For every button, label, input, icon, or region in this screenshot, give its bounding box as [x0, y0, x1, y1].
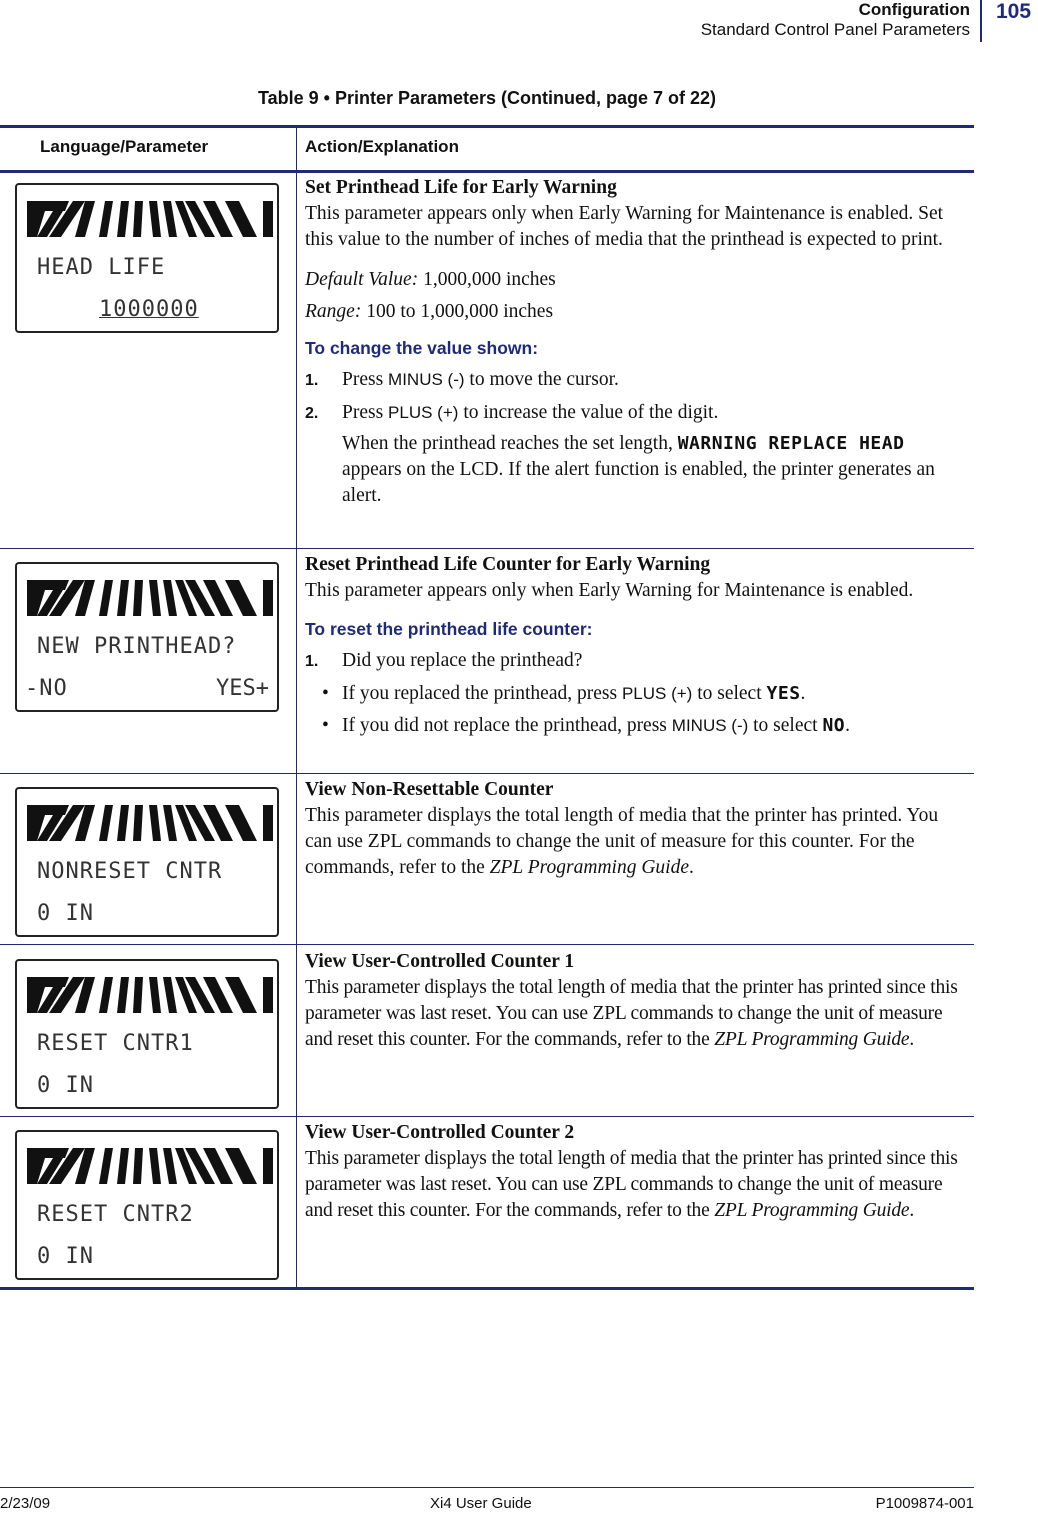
plus-button-label: PLUS (+)	[621, 684, 693, 703]
punctuation: .	[689, 857, 694, 878]
header-section: Configuration	[858, 0, 970, 19]
punctuation: .	[800, 683, 806, 704]
column-divider	[296, 126, 297, 1288]
row-reset-printhead-life	[305, 552, 965, 739]
minus-button-label: MINUS (-)	[671, 716, 749, 735]
range-label: Range:	[305, 301, 362, 322]
bullet-mark: •	[322, 715, 329, 736]
step-text: to increase the value of the digit.	[458, 402, 719, 423]
row-user-counter-1	[305, 949, 965, 1053]
table-top-rule	[0, 125, 974, 128]
default-value: 1,000,000 inches	[418, 269, 556, 290]
column-header-action: Action/Explanation	[305, 137, 459, 156]
parameter-description: This parameter displays the total length of media that the printer has printed. You can use ZPL commands to change the unit of measure for this counter. For the commands, refer to the	[305, 805, 939, 878]
range-value: 100 to 1,000,000 inches	[361, 301, 554, 322]
lcd-display-nonreset-counter	[15, 787, 279, 937]
bullet-mark: •	[322, 683, 329, 704]
punctuation: .	[845, 715, 851, 736]
step-number: 2.	[305, 405, 319, 422]
parameter-description: This parameter displays the total length of media that the printer has printed since this parameter was last reset. You can use ZPL commands to change the unit of measure and reset this counter. For the commands, refer to the	[305, 977, 958, 1050]
row-user-counter-2	[305, 1120, 965, 1224]
zebra-logo-icon	[27, 576, 277, 620]
step-text: Did you replace the printhead?	[342, 650, 583, 671]
step-text: Press	[342, 369, 389, 390]
column-header-parameter: Language/Parameter	[40, 137, 209, 156]
punctuation: .	[909, 1200, 915, 1221]
note-text: When the printhead reaches the set length,	[342, 433, 678, 454]
table-header-rule	[0, 170, 974, 173]
step-number: 1.	[305, 653, 319, 670]
row-nonresettable-counter	[305, 777, 965, 881]
lcd-yes: YES	[766, 683, 801, 704]
parameter-title: Set Printhead Life for Early Warning	[305, 177, 617, 198]
default-label: Default Value:	[305, 269, 419, 290]
header-divider	[980, 0, 982, 42]
lcd-line-1: NEW PRINTHEAD?	[37, 634, 237, 659]
table-bottom-rule	[0, 1287, 974, 1290]
reference-guide: ZPL Programming Guide	[489, 857, 689, 878]
footer-rule	[0, 1487, 974, 1488]
parameter-description: This parameter appears only when Early Warning for Maintenance is enabled. Set this value to the number of inches of media that the printhead is expected to print.	[305, 203, 944, 250]
parameter-title: Reset Printhead Life Counter for Early Warning	[305, 554, 711, 575]
zebra-logo-icon	[27, 197, 277, 241]
lcd-line-2: 1000000	[99, 297, 199, 322]
lcd-display-reset-counter-2	[15, 1130, 279, 1280]
lcd-display-reset-counter-1	[15, 959, 279, 1109]
row-divider	[0, 548, 974, 549]
row-divider	[0, 944, 974, 945]
zebra-logo-icon	[27, 973, 277, 1017]
step-number: 1.	[305, 372, 319, 389]
procedure-heading: To reset the printhead life counter:	[305, 619, 593, 639]
row-set-printhead-life	[305, 175, 965, 509]
bullet-text: to select	[748, 715, 823, 736]
lcd-message: WARNING REPLACE HEAD	[677, 433, 905, 454]
lcd-line-1: NONRESET CNTR	[37, 859, 223, 884]
page-number: 105	[996, 0, 1032, 23]
row-divider	[0, 1116, 974, 1117]
parameter-title: View User-Controlled Counter 1	[305, 951, 575, 972]
lcd-line-1: RESET CNTR1	[37, 1031, 194, 1056]
parameter-description: This parameter displays the total length of media that the printer has printed since this parameter was last reset. You can use ZPL commands to change the unit of measure and reset this counter. For the commands, refer to the	[305, 1148, 958, 1221]
lcd-line-2-right: YES+	[216, 676, 269, 701]
procedure-heading: To change the value shown:	[305, 338, 539, 358]
bullet-text: to select	[692, 683, 767, 704]
bullet-text: If you replaced the printhead, press	[342, 683, 622, 704]
header-subsection: Standard Control Panel Parameters	[700, 20, 970, 39]
lcd-display-new-printhead	[15, 562, 279, 712]
punctuation: .	[909, 1029, 915, 1050]
lcd-line-1: HEAD LIFE	[37, 255, 166, 280]
row-divider	[0, 773, 974, 774]
reference-guide: ZPL Programming Guide	[714, 1029, 910, 1050]
step-text: to move the cursor.	[464, 369, 619, 390]
reference-guide: ZPL Programming Guide	[714, 1200, 910, 1221]
footer-date: 2/23/09	[0, 1495, 51, 1512]
lcd-line-2: 0 IN	[37, 901, 94, 926]
lcd-line-2: 0 IN	[37, 1244, 94, 1269]
zebra-logo-icon	[27, 801, 277, 845]
footer-part-number: P1009874-001	[875, 1495, 974, 1512]
parameter-description: This parameter appears only when Early Warning for Maintenance is enabled.	[305, 580, 914, 601]
lcd-line-2: 0 IN	[37, 1073, 94, 1098]
plus-button-label: PLUS (+)	[388, 403, 459, 422]
minus-button-label: MINUS (-)	[388, 370, 465, 389]
zebra-logo-icon	[27, 1144, 277, 1188]
lcd-display-head-life	[15, 183, 279, 333]
footer-guide-title: Xi4 User Guide	[430, 1495, 532, 1512]
step-text: Press	[342, 402, 389, 423]
note-text: appears on the LCD. If the alert function is enabled, the printer generates an alert.	[342, 459, 935, 506]
lcd-line-1: RESET CNTR2	[37, 1202, 194, 1227]
lcd-line-2-left: -NO	[25, 676, 68, 701]
table-caption: Table 9 • Printer Parameters (Continued, page 7 of 22)	[257, 88, 717, 108]
parameter-title: View Non-Resettable Counter	[305, 779, 554, 800]
bullet-text: If you did not replace the printhead, press	[342, 715, 672, 736]
parameter-title: View User-Controlled Counter 2	[305, 1122, 575, 1143]
lcd-no: NO	[822, 715, 846, 736]
